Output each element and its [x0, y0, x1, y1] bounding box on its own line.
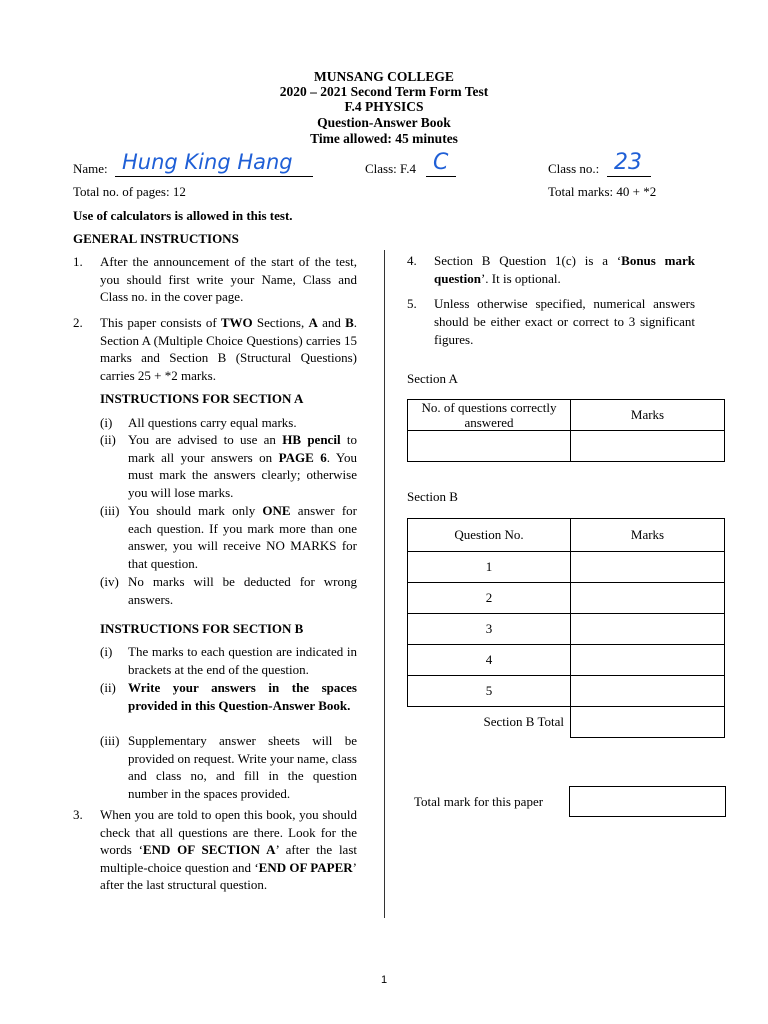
class-handwritten: C [433, 150, 449, 175]
name-underline [115, 176, 313, 177]
school-name: MUNSANG COLLEGE [314, 69, 454, 84]
instruction-number: 1. [73, 254, 83, 269]
instruction-item-1 [73, 253, 357, 306]
section-b-mark-cell [571, 583, 725, 614]
section-b-col-marks: Marks [571, 519, 725, 552]
instruction-item-5: 5. Unless otherwise specified, numerical answers should be either exact or correct to 3 significant figures. [407, 296, 695, 347]
section-a-rule-4: (iv) No marks will be deducted for wrong answers. [100, 574, 357, 607]
classno-underline [607, 176, 651, 177]
section-b-question-number: 4 [408, 645, 571, 676]
section-b-total-label: Section B Total [483, 714, 564, 730]
instruction-number: 2. [73, 315, 83, 330]
total-pages: Total no. of pages: 12 [73, 184, 186, 199]
total-mark-box [569, 786, 726, 817]
section-b-mark-cell [571, 552, 725, 583]
calculator-note: Use of calculators is allowed in this test. [73, 208, 293, 223]
section-a-col-marks: Marks [571, 400, 725, 431]
classno-handwritten: 23 [614, 150, 642, 175]
classno-label: Class no.: [548, 161, 600, 176]
total-marks: Total marks: 40 + *2 [548, 184, 657, 199]
section-b-rule-1: (i) The marks to each question are indicated in brackets at the end of the question. [100, 644, 357, 677]
instruction-number: 3. [73, 807, 83, 822]
book-title: Question-Answer Book [317, 115, 451, 130]
section-b-question-number: 3 [408, 614, 571, 645]
section-a-marks-table [407, 399, 725, 462]
total-mark-label: Total mark for this paper [414, 794, 544, 809]
section-b-mark-cell [571, 676, 725, 707]
section-a-marks-cell [571, 431, 725, 462]
section-a-label: Section A [407, 371, 458, 386]
time-allowed: Time allowed: 45 minutes [310, 131, 458, 146]
section-b-question-number: 2 [408, 583, 571, 614]
section-b-rule-3: (iii) Supplementary answer sheets will be provided on request. Write your name, class and class no, and fill in the question number in the spaces provided. [100, 733, 357, 801]
instruction-item-3 [73, 806, 357, 894]
instruction-text: After the announcement of the start of the test, you should first write your Name, Class and Class no. in the cover page. [100, 254, 357, 304]
section-a-rule-2: (ii) You are advised to use an HB pencil to mark all your answers on PAGE 6. You must mark the answers clearly; otherwise you will lose marks. [100, 432, 357, 500]
section-b-mark-cell [571, 645, 725, 676]
name-label: Name: [73, 161, 108, 176]
section-a-rule-1: (i) All questions carry equal marks. [100, 415, 297, 430]
section-b-mark-cell [571, 614, 725, 645]
section-b-col-question: Question No. [408, 519, 571, 552]
instruction-item-2 [73, 314, 357, 384]
instruction-text: When you are told to open this book, you should check that all questions are there. Look for the words ‘END OF SECTION A’ after the last multiple-choice question and ‘END OF PAPER’ after the last structural question. [100, 807, 357, 892]
general-instructions-heading: GENERAL INSTRUCTIONS [73, 231, 239, 246]
exam-title: 2020 – 2021 Second Term Form Test [279, 84, 489, 99]
subject-title: F.4 PHYSICS [344, 99, 424, 114]
section-b-total-cell [571, 707, 725, 738]
class-label: Class: F.4 [365, 161, 416, 176]
instruction-item-4: 4. Section B Question 1(c) is a ‘Bonus mark question’. It is optional. [407, 253, 695, 286]
name-handwritten: Hung King Hang [122, 150, 293, 174]
section-b-question-number: 1 [408, 552, 571, 583]
section-b-rule-2: (ii) Write your answers in the spaces provided in this Question-Answer Book. [100, 680, 357, 713]
instruction-text: This paper consists of TWO Sections, A and B. Section A (Multiple Choice Questions) carries 15 marks and Section B (Structural Questions) carries 25 + *2 marks. [100, 315, 357, 383]
section-a-questions-cell [408, 431, 571, 462]
section-b-marks-table [407, 518, 725, 738]
section-b-label: Section B [407, 489, 458, 504]
section-a-rule-3: (iii) You should mark only ONE answer for each question. If you mark more than one answer, you will receive NO MARKS for that question. [100, 503, 357, 571]
page-number: 1 [380, 974, 388, 986]
section-a-col-questions: No. of questions correctly answered [408, 400, 571, 431]
class-underline [426, 176, 456, 177]
section-b-instructions-heading: INSTRUCTIONS FOR SECTION B [100, 621, 304, 636]
section-b-question-number: 5 [408, 676, 571, 707]
section-a-instructions-heading: INSTRUCTIONS FOR SECTION A [100, 391, 304, 406]
column-divider [384, 250, 385, 918]
